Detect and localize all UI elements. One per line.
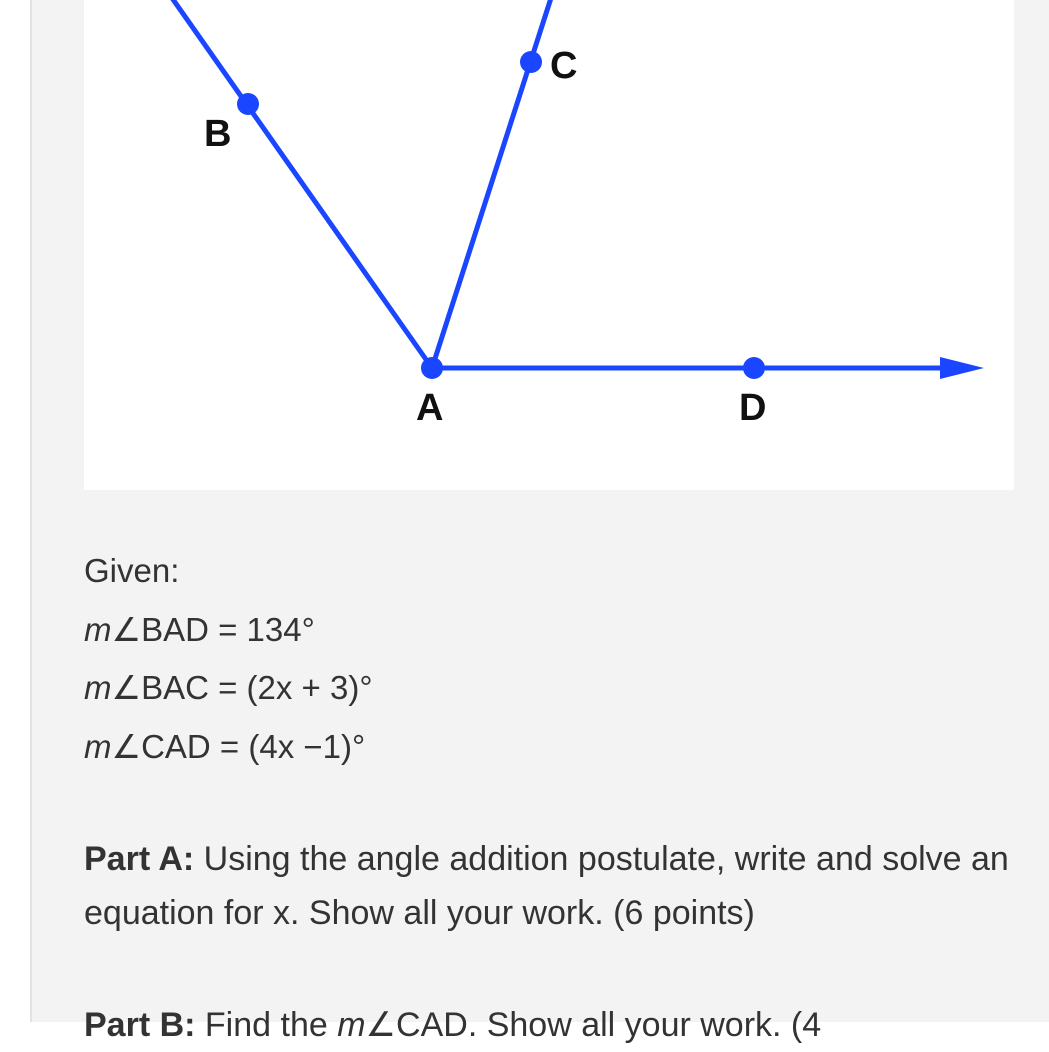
m-symbol: m: [84, 669, 112, 706]
point-b: [237, 93, 259, 115]
equation-cad: [84, 727, 365, 766]
point-a: [421, 357, 443, 379]
part-b-label: Part B:: [84, 1006, 196, 1044]
angle-figure: [84, 0, 1014, 490]
angle-value: = 134°: [208, 611, 315, 648]
m-symbol: m: [337, 1006, 366, 1044]
angle-diagram: [84, 0, 1014, 490]
part-b-question: [84, 998, 1024, 1052]
point-c: [520, 51, 542, 73]
m-symbol: m: [84, 728, 112, 765]
equation-bad: [84, 610, 315, 649]
left-margin: [0, 0, 30, 1022]
equation-bac: [84, 668, 373, 707]
part-b-text-before: Find the: [195, 1006, 338, 1044]
m-symbol: m: [84, 611, 112, 648]
part-b-text-after: ∠CAD. Show all your work. (4: [365, 1006, 822, 1044]
part-a-question: [84, 832, 1024, 940]
part-a-text: Using the angle addition postulate, write and solve an equation for x. Show all your work. (6 points): [84, 840, 1009, 932]
label-d: D: [739, 387, 767, 429]
label-c: C: [550, 45, 578, 87]
angle-value: = (2x + 3)°: [208, 669, 373, 706]
arrowhead-icon: [940, 357, 984, 379]
angle-name: ∠BAD: [111, 611, 209, 648]
angle-name: ∠BAC: [111, 669, 209, 706]
part-a-label: Part A:: [84, 840, 195, 878]
label-a: A: [416, 387, 444, 429]
label-b: B: [204, 113, 232, 155]
point-d: [743, 357, 765, 379]
given-heading: Given:: [84, 552, 180, 589]
angle-value: = (4x −1)°: [210, 728, 366, 765]
ray-ab: [172, 0, 432, 368]
angle-name: ∠CAD: [111, 728, 211, 765]
